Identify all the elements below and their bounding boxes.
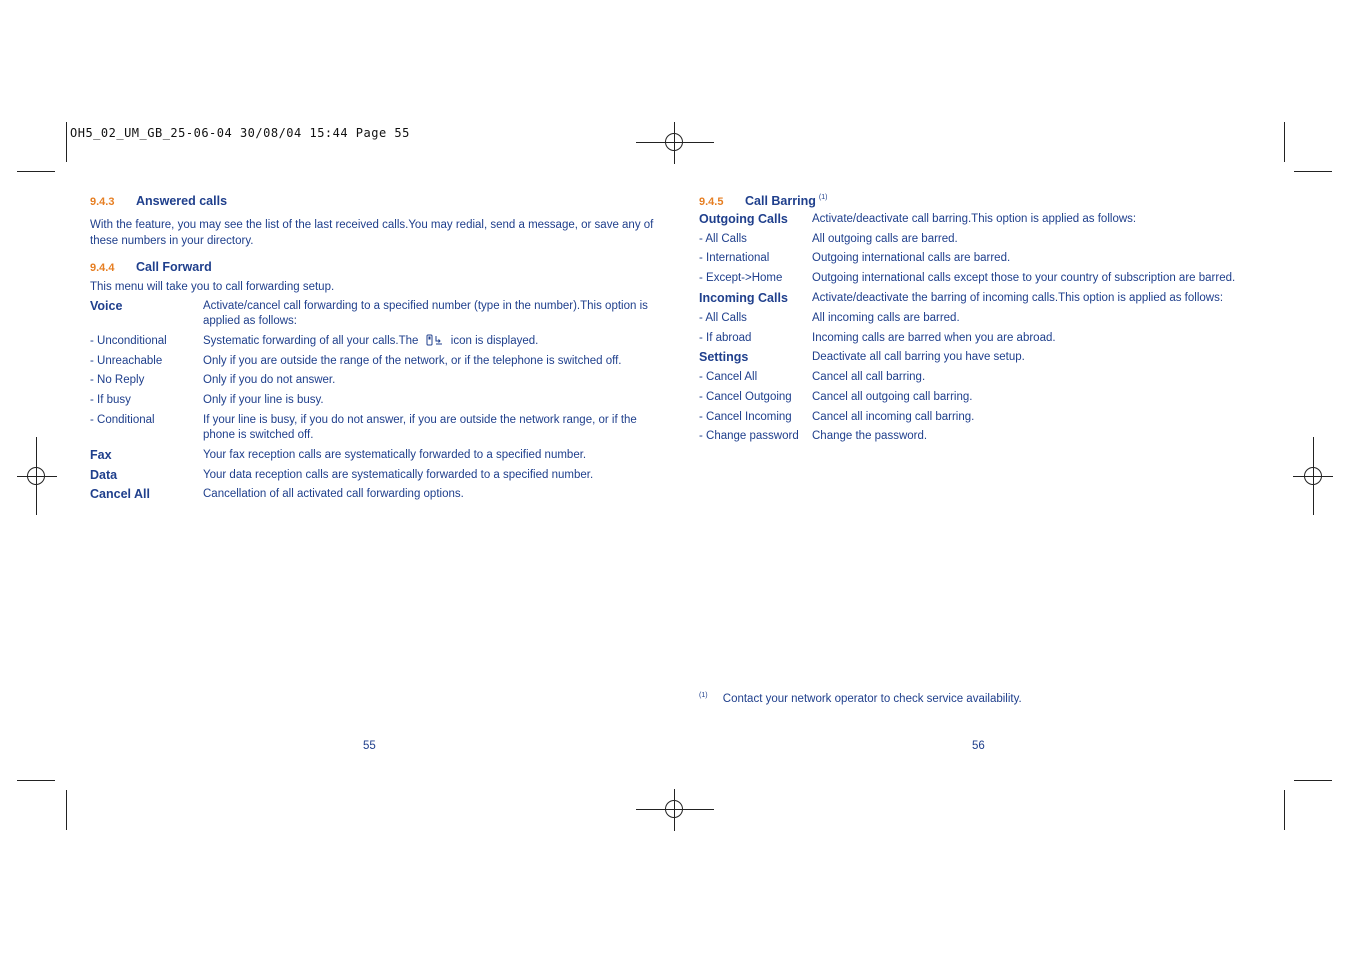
row-term: - Except->Home	[699, 272, 783, 284]
row-term: - Conditional	[90, 414, 155, 426]
crosshair-icon	[636, 122, 714, 164]
crop-mark	[1294, 780, 1332, 781]
crop-mark	[17, 171, 55, 172]
barring-incoming-row	[699, 291, 1299, 307]
row-term: - If busy	[90, 394, 131, 406]
barring-set-cancelout-row	[699, 390, 1299, 406]
forward-ifbusy-row	[90, 393, 654, 409]
row-desc: All outgoing calls are barred.	[812, 233, 958, 245]
row-desc: Only if your line is busy.	[203, 394, 324, 406]
row-desc: Activate/deactivate call barring.This option is applied as follows:	[812, 213, 1137, 225]
forward-unconditional-row	[90, 334, 654, 350]
forward-voice-row	[90, 299, 654, 331]
row-desc: Only if you are outside the range of the network, or if the telephone is switched off.	[203, 355, 622, 367]
row-desc: Activate/cancel call forwarding to a specified number (type in the number).This option is applied as follows:	[203, 300, 648, 327]
row-desc: Deactivate all call barring you have setup.	[812, 351, 1025, 363]
forward-intro: This menu will take you to call forwarding setup.	[90, 281, 335, 293]
barring-out-intl-row	[699, 251, 1299, 267]
row-desc: Change the password.	[812, 430, 928, 442]
forward-cancelall-row	[90, 487, 654, 503]
row-term: Cancel All	[90, 487, 150, 501]
row-term: - All Calls	[699, 312, 747, 324]
forward-data-row	[90, 468, 654, 484]
row-desc: Incoming calls are barred when you are abroad.	[812, 332, 1056, 344]
section-heading-barring	[699, 192, 827, 210]
row-desc: Cancel all incoming call barring.	[812, 411, 975, 423]
forward-noreply-row	[90, 373, 654, 389]
crop-mark	[1284, 790, 1285, 830]
barring-set-cancelin-row	[699, 410, 1299, 426]
forward-fax-row	[90, 448, 654, 464]
row-term: - Cancel Outgoing	[699, 391, 792, 403]
footnote-ref: (1)	[818, 193, 828, 201]
footnote-text: Contact your network operator to check service availability.	[722, 692, 1022, 705]
row-term: - No Reply	[90, 374, 145, 386]
row-desc: Outgoing international calls are barred.	[812, 252, 1011, 264]
row-term: Fax	[90, 448, 112, 462]
section-number: 9.4.4	[90, 262, 115, 274]
call-forward-icon	[426, 334, 444, 346]
row-term: - Unreachable	[90, 355, 163, 367]
row-desc: Cancel all outgoing call barring.	[812, 391, 973, 403]
crosshair-icon	[17, 437, 57, 515]
row-term: - Unconditional	[90, 335, 167, 347]
row-desc: Only if you do not answer.	[203, 374, 336, 386]
row-desc	[203, 334, 654, 349]
footnote	[699, 692, 1022, 705]
page-number-right: 56	[972, 740, 985, 752]
barring-in-abroad-row	[699, 331, 1299, 347]
barring-out-except-row	[699, 271, 1299, 287]
forward-unreachable-row	[90, 354, 654, 370]
row-desc: All incoming calls are barred.	[812, 312, 960, 324]
section-heading-answered	[90, 192, 227, 210]
row-term: Data	[90, 468, 118, 482]
crop-mark	[17, 780, 55, 781]
answered-paragraph: With the feature, you may see the list of the last received calls.You may redial, send a message, or save any of these numbers in your directory.	[90, 219, 654, 247]
barring-out-all-row	[699, 232, 1299, 248]
row-desc: Outgoing international calls except those to your country of subscription are barred.	[812, 272, 1236, 284]
page-number-left: 55	[363, 740, 376, 752]
row-term: - All Calls	[699, 233, 747, 245]
row-desc: Your data reception calls are systematically forwarded to a specified number.	[203, 469, 594, 481]
barring-set-password-row	[699, 429, 1299, 445]
crop-mark	[66, 122, 67, 162]
print-header: OH5_02_UM_GB_25-06-04 30/08/04 15:44 Page 55	[70, 126, 410, 140]
crop-mark	[1284, 122, 1285, 162]
row-term: Incoming Calls	[699, 291, 788, 305]
forward-conditional-row	[90, 413, 654, 445]
crop-mark	[66, 790, 67, 830]
row-term: Settings	[699, 350, 749, 364]
section-title: Call Forward	[136, 260, 212, 274]
barring-outgoing-row	[699, 212, 1299, 228]
row-term: - International	[699, 252, 770, 264]
row-term: Outgoing Calls	[699, 212, 788, 226]
row-term: - If abroad	[699, 332, 752, 344]
crosshair-icon	[636, 789, 714, 831]
section-heading-forward	[90, 258, 212, 276]
crosshair-icon	[1293, 437, 1333, 515]
barring-set-cancelall-row	[699, 370, 1299, 386]
row-desc: Activate/deactivate the barring of incoming calls.This option is applied as follows:	[812, 292, 1224, 304]
section-number: 9.4.5	[699, 196, 724, 208]
row-desc: Your fax reception calls are systematically forwarded to a specified number.	[203, 449, 587, 461]
row-desc: If your line is busy, if you do not answer, if you are outside the network range, or if the phone is switched off.	[203, 414, 637, 441]
crop-mark	[1294, 171, 1332, 172]
desc-text: icon is displayed.	[450, 335, 539, 347]
section-title: Answered calls	[136, 194, 228, 208]
barring-in-all-row	[699, 311, 1299, 327]
row-term: - Cancel All	[699, 371, 758, 383]
barring-settings-row	[699, 350, 1299, 366]
section-title: Call Barring	[745, 194, 816, 208]
row-desc: Cancel all call barring.	[812, 371, 926, 383]
section-number: 9.4.3	[90, 196, 115, 208]
footnote-mark: (1)	[699, 692, 708, 699]
desc-text: Systematic forwarding of all your calls.The	[203, 335, 419, 347]
row-desc: Cancellation of all activated call forwarding options.	[203, 488, 464, 500]
row-term: - Change password	[699, 430, 799, 442]
row-term: Voice	[90, 299, 123, 313]
row-term: - Cancel Incoming	[699, 411, 792, 423]
